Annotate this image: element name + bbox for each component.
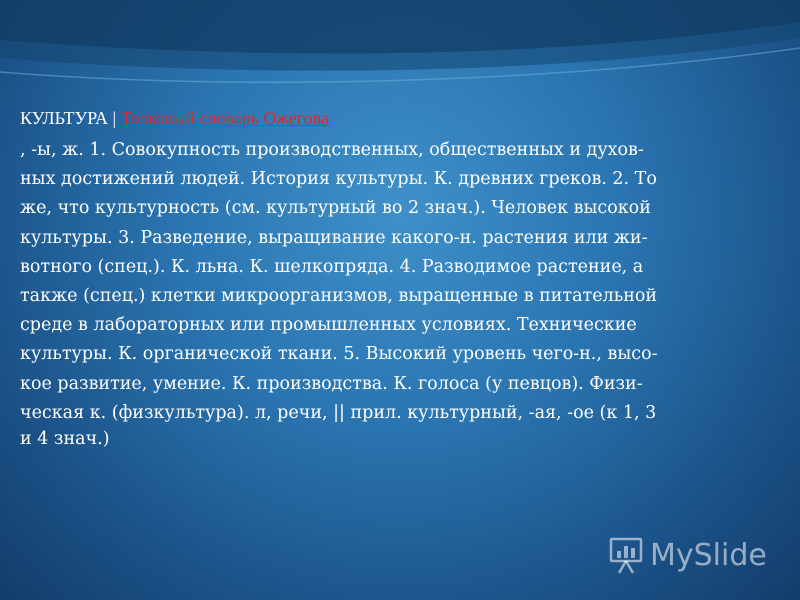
entry-title: КУЛЬТУРА | xyxy=(20,108,117,128)
entry-line: ческая к. (физкультура). л, речи, || прил. культурный, -ая, -ое (к 1, 3 xyxy=(20,402,657,423)
entry-line: же, что культурность (см. культурный во 2 знач.). Человек высокой xyxy=(20,198,651,219)
entry-line: также (спец.) клетки микроорганизмов, выращенные в питательной xyxy=(20,286,658,307)
header-swoosh-decoration xyxy=(0,0,800,110)
entry-line: среде в лабораторных или промышленных условиях. Технические xyxy=(20,315,637,336)
entry-line: и 4 знач.) xyxy=(20,429,110,450)
logo-text: MySlide xyxy=(650,537,767,573)
entry-heading xyxy=(20,104,782,132)
entry-line: , -ы, ж. 1. Совокупность производственных, общественных и духов- xyxy=(20,140,644,160)
dictionary-entry xyxy=(20,104,782,450)
entry-line: ных достижений людей. История культуры. К. древних греков. 2. То xyxy=(20,169,657,190)
dictionary-link[interactable]: Толковый словарь Ожегова xyxy=(120,108,329,128)
presentation-board-icon xyxy=(608,535,644,575)
entry-line: культуры. 3. Разведение, выращивание какого-н. растения или жи- xyxy=(20,227,648,248)
entry-line: кое развитие, умение. К. производства. К. голоса (у певцов). Физи- xyxy=(20,373,643,394)
entry-line: вотного (спец.). К. льна. К. шелкопряда. 4. Разводимое растение, а xyxy=(20,256,644,277)
myslide-logo xyxy=(608,535,767,575)
entry-line: культуры. К. органической ткани. 5. Высокий уровень чего-н., высо- xyxy=(20,344,658,365)
